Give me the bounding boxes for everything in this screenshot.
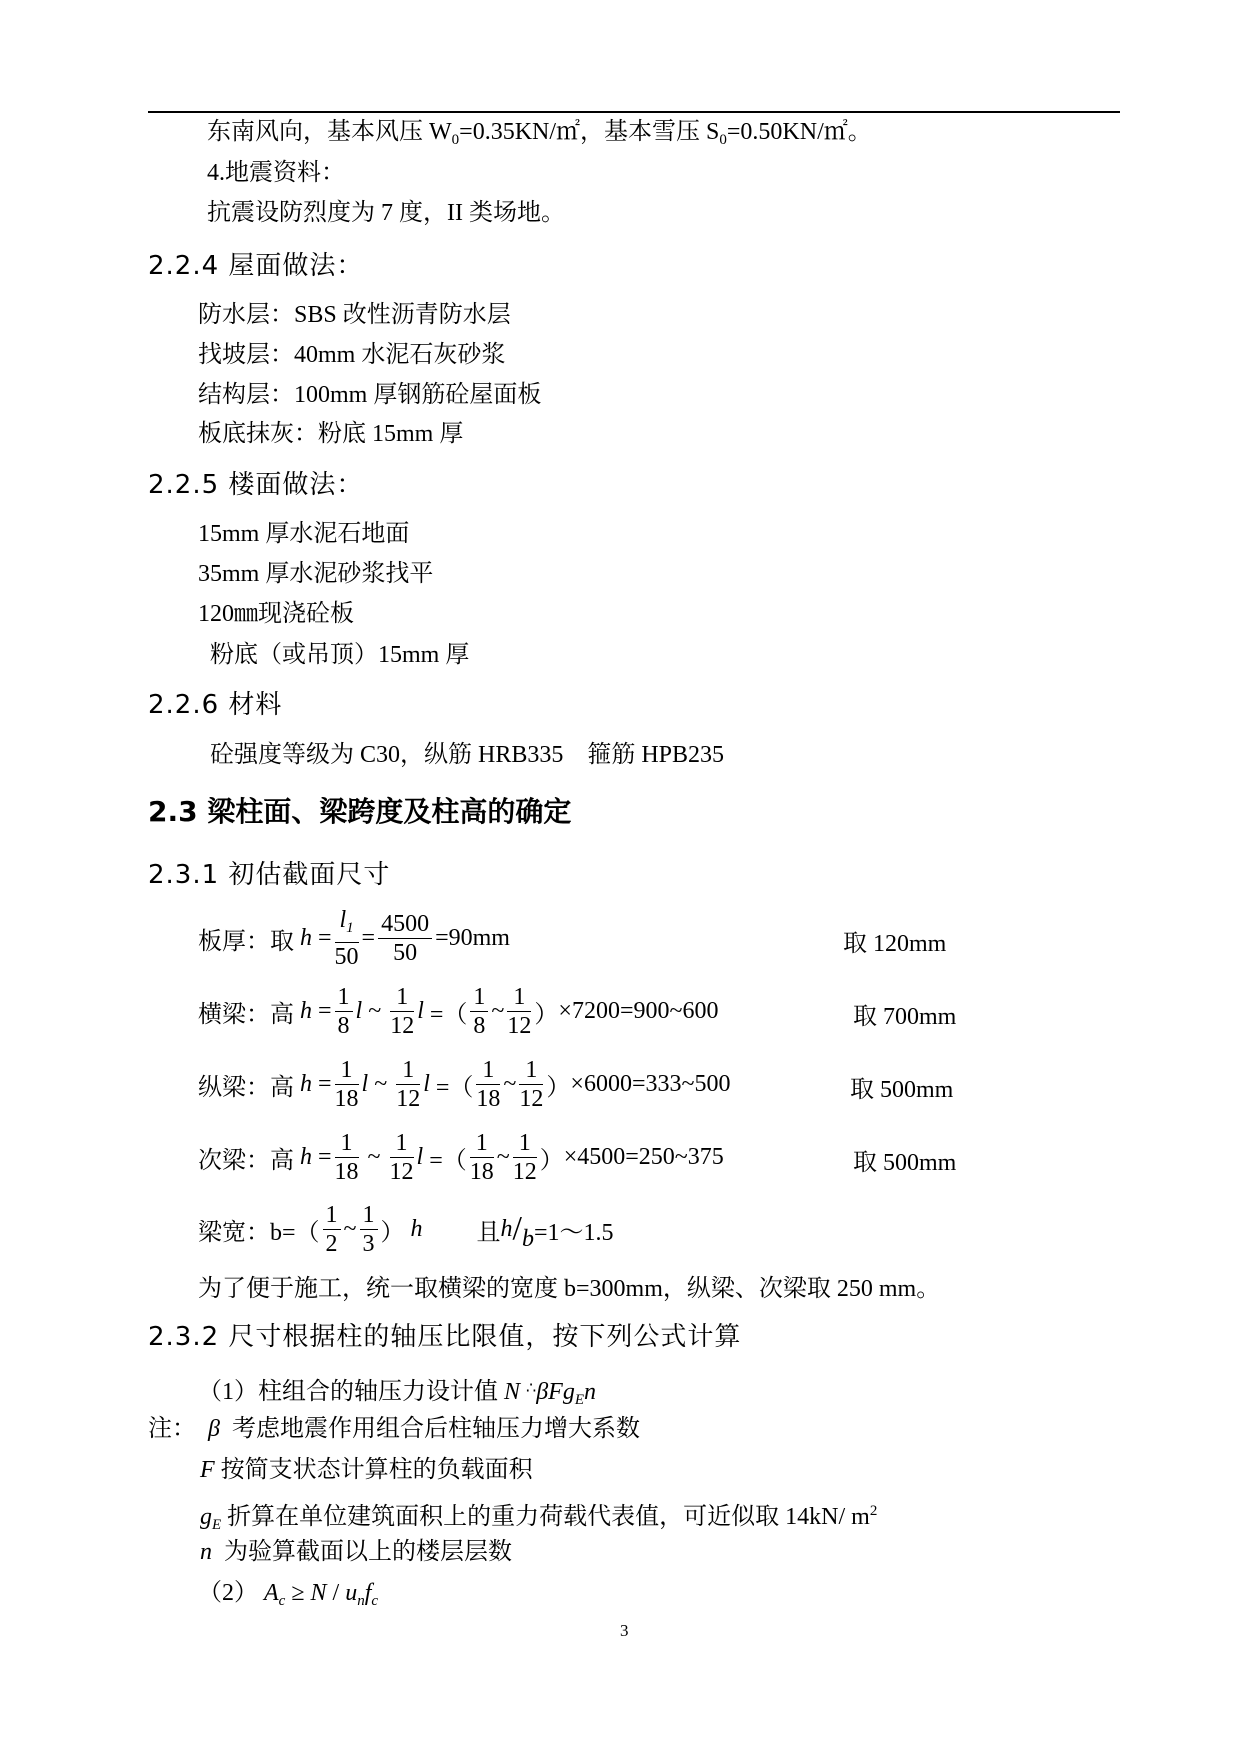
secondary-beam-equation: 次梁：高 h = $\frac{1}{18}$ ~ $\frac{1}{12}$ l =（ $\frac{1}{18}$ ~ $\frac{1}{12}$ ） ×4500=250~375 bbox=[198, 1129, 724, 1185]
beam-width-equation: 梁宽：b=（ $\frac{1}{2}$ ~ $\frac{1}{3}$ ） h 且 h / b =1～1.5 bbox=[198, 1201, 614, 1257]
heading-2-2-4: 2.2.4 屋面做法： bbox=[148, 251, 364, 281]
page-number: 3 bbox=[620, 1621, 629, 1640]
seismic-text: 抗震设防烈度为 7 度，II 类场地。 bbox=[207, 200, 565, 226]
formula-1: （1）柱组合的轴压力设计值 N ∴βFg$_E$n bbox=[198, 1379, 596, 1408]
transverse-beam-equation: 横梁：高 h = $\frac{1}{8}$ l ~ $\frac{1}{12}$ l =（ $\frac{1}{8}$ ~ $\frac{1}{12}$ ） ×7200=900~600 bbox=[198, 983, 719, 1039]
slab-equation: 板厚：取 h = $\frac{l_1}{50}$ = $\frac{4500}{50}$ =90mm bbox=[198, 906, 510, 970]
slab-take: 取 120mm bbox=[843, 931, 947, 957]
longitudinal-take: 取 500mm bbox=[850, 1077, 954, 1103]
roof-line-4: 板底抹灰：粉底 15mm 厚 bbox=[198, 421, 464, 447]
heading-2-3-1: 2.3.1 初估截面尺寸 bbox=[148, 860, 391, 890]
secondary-take: 取 500mm bbox=[853, 1150, 957, 1176]
heading-2-2-5: 2.2.5 楼面做法： bbox=[148, 470, 364, 500]
material-line: 砼强度等级为 C30，纵筋 HRB335 箍筋 HPB235 bbox=[210, 742, 725, 768]
heading-2-2-6: 2.2.6 材料 bbox=[148, 690, 283, 720]
note-beta: 注： β 考虑地震作用组合后柱轴压力增大系数 bbox=[148, 1416, 640, 1442]
header-rule bbox=[148, 111, 1120, 113]
roof-line-2: 找坡层：40mm 水泥石灰砂浆 bbox=[198, 342, 506, 368]
wind-line: 东南风向，基本风压 $W_0=0.35KN/㎡$，基本雪压 $S_0=0.50KN/㎡$。 bbox=[207, 119, 872, 148]
heading-2-3: 2.3 梁柱面、梁跨度及柱高的确定 bbox=[148, 795, 572, 828]
roof-line-1: 防水层：SBS 改性沥青防水层 bbox=[198, 302, 511, 328]
transverse-take: 取 700mm bbox=[853, 1004, 957, 1030]
note-ge: $g_E$ 折算在单位建筑面积上的重力荷载代表值，可近似取 14kN/ $m^2$ bbox=[200, 1503, 878, 1533]
width-note: 为了便于施工，统一取横梁的宽度 b=300mm，纵梁、次梁取 250 mm。 bbox=[198, 1276, 941, 1302]
formula-2: （2） $A_c \ge N / u_nf_c$ bbox=[198, 1580, 379, 1609]
seismic-title: 4.地震资料： bbox=[207, 160, 345, 186]
note-f: F 按简支状态计算柱的负载面积 bbox=[200, 1457, 533, 1483]
longitudinal-beam-equation: 纵梁：高 h = $\frac{1}{18}$ l ~ $\frac{1}{12}$ l =（ $\frac{1}{18}$ ~ $\frac{1}{12}$ ） ×6000=333~500 bbox=[198, 1056, 731, 1112]
floor-line-1: 15mm 厚水泥石地面 bbox=[198, 521, 410, 547]
heading-2-3-2: 2.3.2 尺寸根据柱的轴压比限值，按下列公式计算 bbox=[148, 1322, 742, 1352]
roof-line-3: 结构层：100mm 厚钢筋砼屋面板 bbox=[198, 382, 542, 408]
floor-line-4: 粉底（或吊顶）15mm 厚 bbox=[210, 642, 470, 668]
floor-line-2: 35mm 厚水泥砂浆找平 bbox=[198, 561, 434, 587]
note-n: n 为验算截面以上的楼层层数 bbox=[200, 1539, 512, 1565]
floor-line-3: 120㎜现浇砼板 bbox=[198, 601, 354, 627]
